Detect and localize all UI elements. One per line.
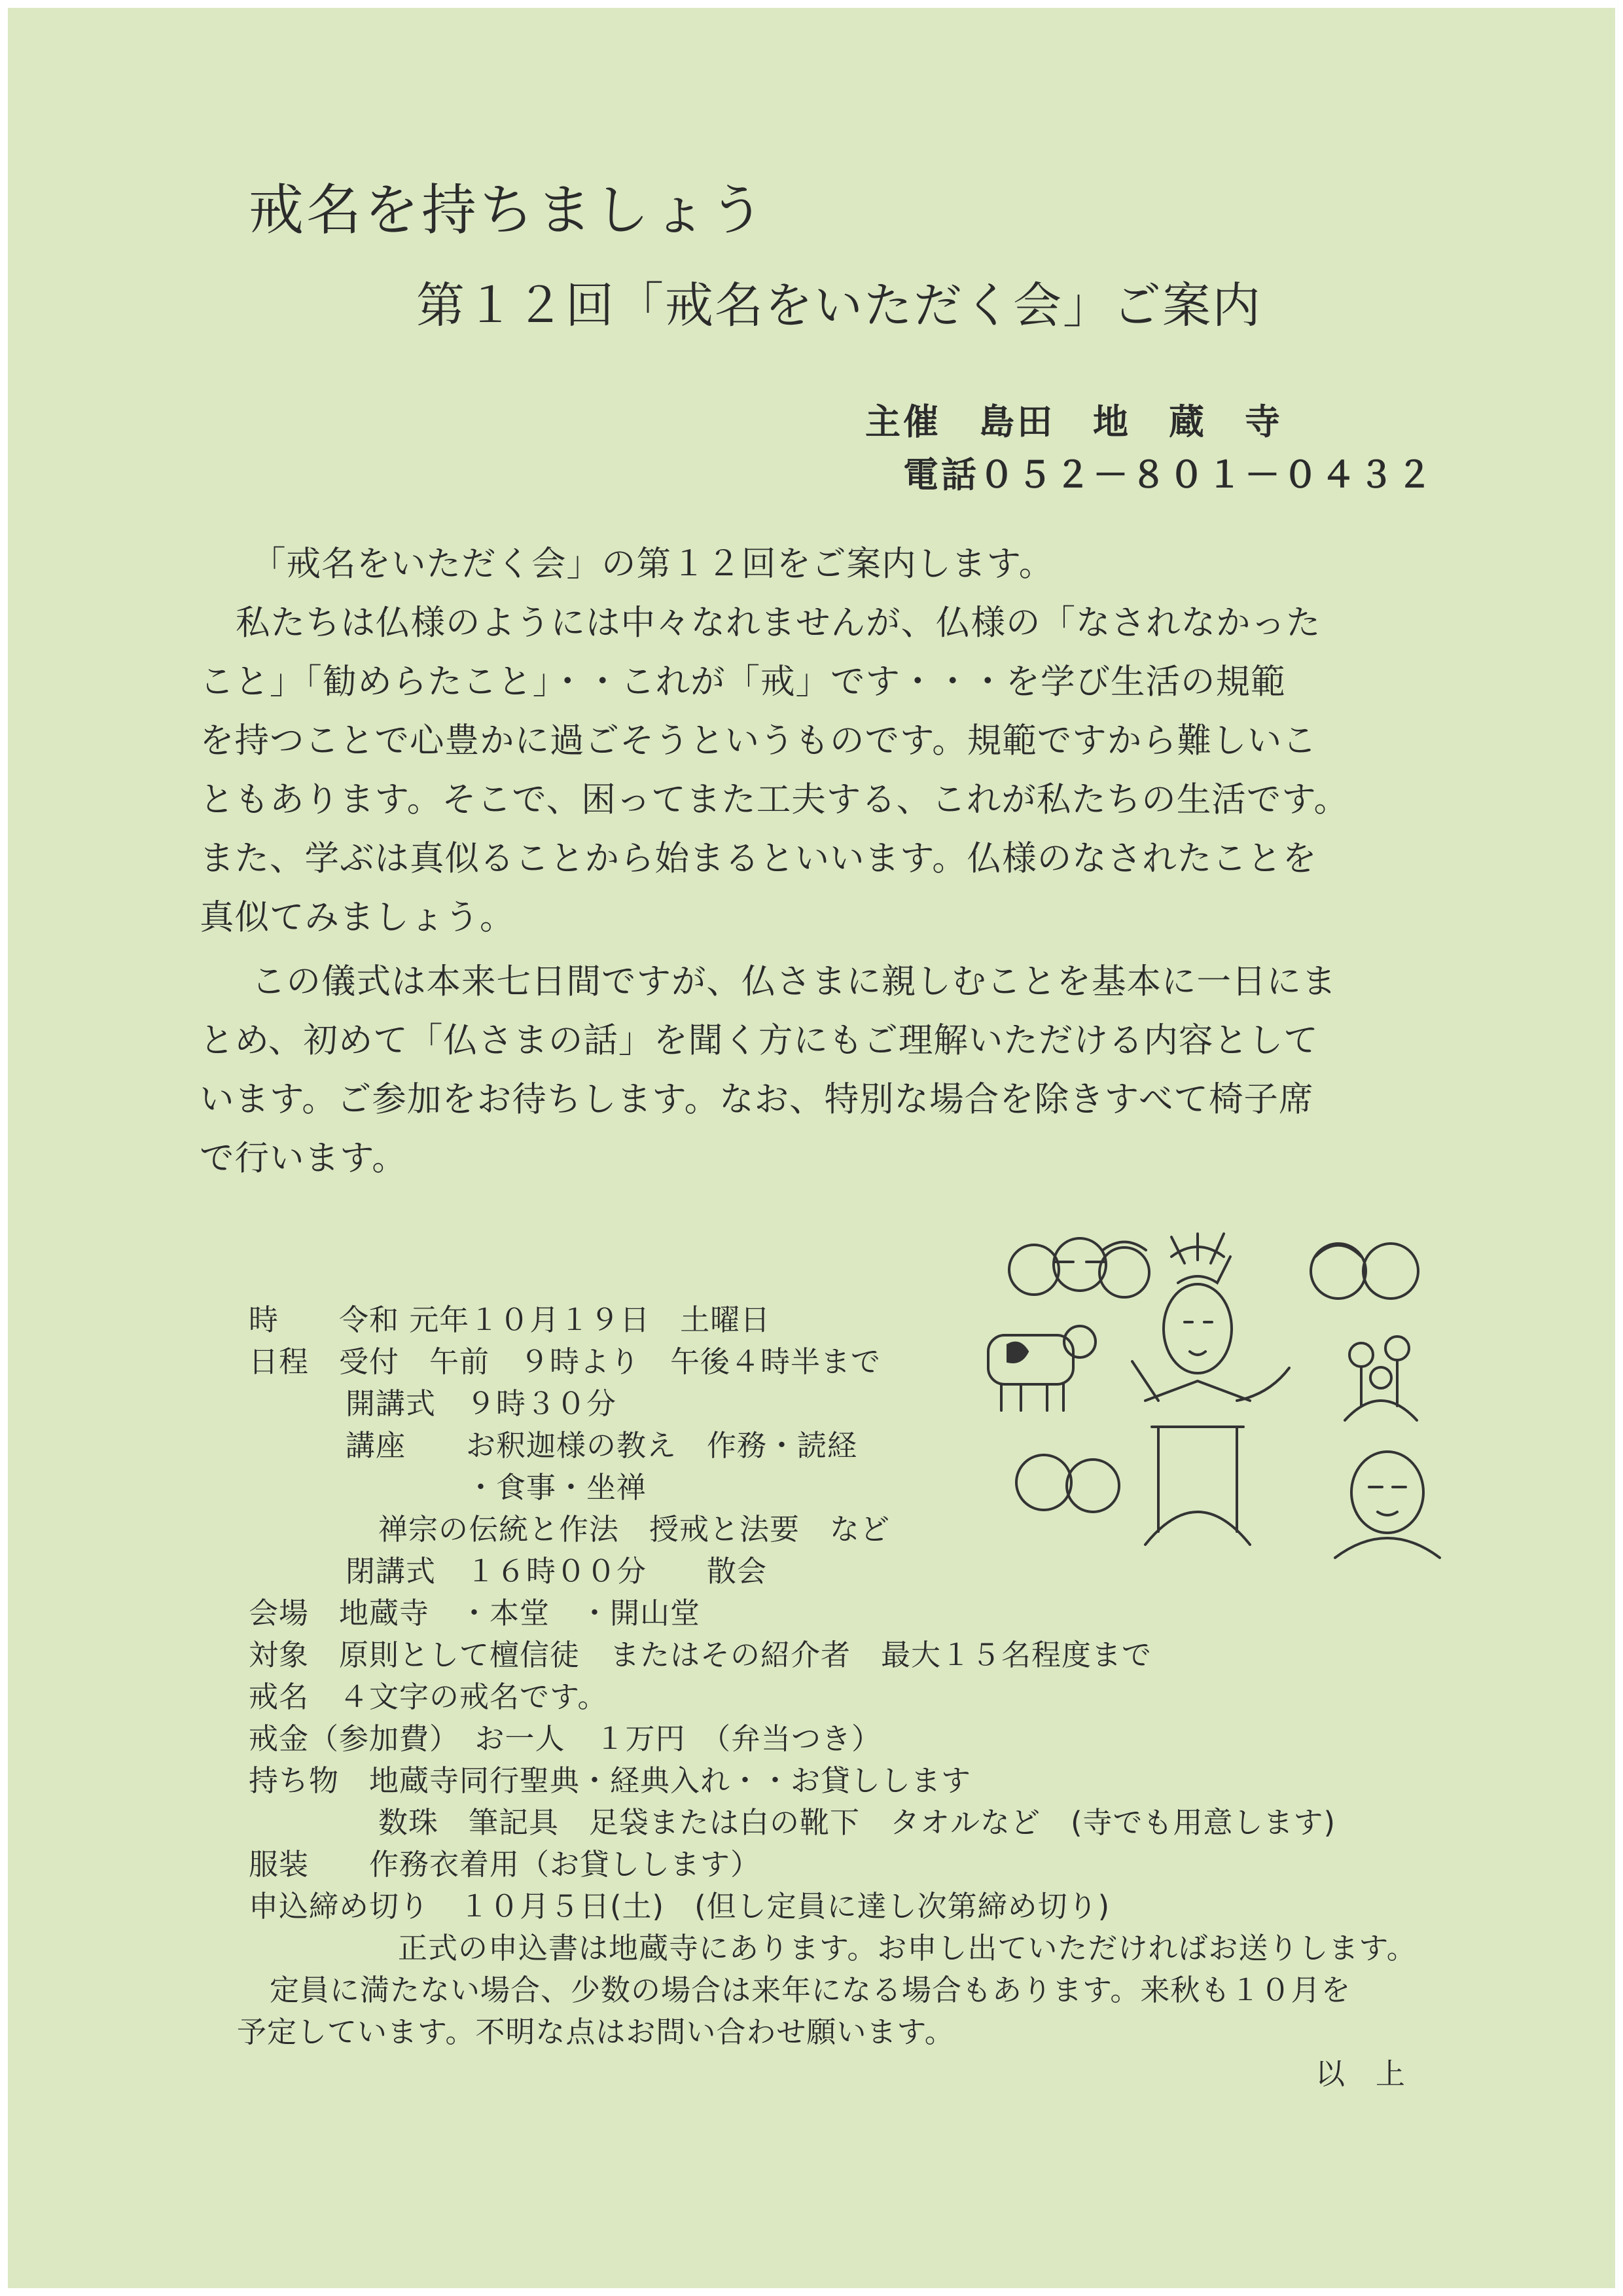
- girl-face-icon: [1016, 1455, 1071, 1510]
- detail-target: 対象 原則として檀信徒 またはその紹介者 最大１５名程度まで: [249, 1638, 1152, 1672]
- detail-lecture: 講座 お釈迦様の教え 作務・読経: [346, 1428, 858, 1463]
- detail-belongings: 持ち物 地蔵寺同行聖典・経典入れ・・お貸しします: [249, 1763, 972, 1798]
- body-line: ともあります。そこで、困ってまた工夫する、これが私たちの生活です。: [200, 780, 1349, 819]
- organizer-phone: 電話０５２－８０１－０４３２: [903, 454, 1435, 495]
- body-line: この儀式は本来七日間ですが、仏さまに親しむことを基本に一日にま: [251, 961, 1337, 1001]
- detail-belongings-cont: 数珠 筆記具 足袋または白の靴下 タオルなど (寺でも用意します): [378, 1805, 1336, 1840]
- detail-venue: 会場 地蔵寺 ・本堂 ・開山堂: [249, 1596, 701, 1630]
- body-line: で行います。: [200, 1138, 407, 1178]
- detail-tradition: 禅宗の伝統と作法 授戒と法要 など: [378, 1512, 891, 1547]
- detail-lecture-cont: ・食事・坐禅: [466, 1470, 647, 1505]
- note-capacity: 定員に満たない場合、少数の場合は来年になる場合もあります。来秋も１０月を: [270, 1973, 1351, 2007]
- page-subtitle: 第１２回「戒名をいただく会」ご案内: [416, 278, 1262, 334]
- boy-cap-face-icon: [1099, 1247, 1149, 1297]
- child-face-icon: [1009, 1245, 1059, 1295]
- closing-mark: 以 上: [1315, 2056, 1406, 2091]
- monk-figure-icon: [1335, 1452, 1440, 1558]
- body-line: こと」「勧めらたこと」・・これが「戒」です・・・を学び生活の規範: [200, 662, 1286, 702]
- body-line: 「戒名をいただく会」の第１２回をご案内します。: [251, 544, 1054, 584]
- body-line: とめ、初めて「仏さまの話」を聞く方にもご理解いただける内容として: [200, 1020, 1319, 1060]
- flower-icon: [1345, 1336, 1417, 1420]
- body-line: 真似てみましょう。: [200, 897, 515, 937]
- illustration-people-icon: [982, 1230, 1492, 1571]
- detail-kaimyo: 戒名 ４文字の戒名です。: [249, 1679, 608, 1714]
- detail-opening: 開講式 ９時３０分: [346, 1386, 617, 1421]
- note-application: 正式の申込書は地蔵寺にあります。お申し出ていただければお送りします。: [398, 1931, 1417, 1965]
- woman-figure-icon: [1132, 1234, 1289, 1545]
- body-line: 私たちは仏様のようには中々なれませんが、仏様の「なされなかった: [236, 603, 1321, 643]
- page-title: 戒名を持ちましょう: [249, 178, 768, 242]
- detail-attire: 服装 作務衣着用（お貸しします）: [249, 1847, 761, 1882]
- man-glasses-face-icon: [1054, 1238, 1106, 1291]
- detail-fee: 戒金（参加費） お一人 １万円 （弁当つき）: [249, 1721, 882, 1756]
- detail-date: 時 令和 元年１０月１９日 土曜日: [249, 1302, 771, 1337]
- boy-face-icon: [1067, 1460, 1119, 1512]
- body-line: を持つことで心豊かに過ごそうというものです。規範ですから難しいこ: [200, 721, 1317, 761]
- man-face-icon: [1363, 1244, 1418, 1299]
- detail-deadline: 申込締め切り １０月５日(土) (但し定員に達し次第締め切り): [249, 1889, 1111, 1924]
- body-line: います。ご参加をお待ちします。なお、特別な場合を除きすべて椅子席: [200, 1079, 1314, 1119]
- detail-schedule: 日程 受付 午前 ９時より 午後４時半まで: [249, 1344, 882, 1379]
- organizer-name: 主催 島田 地 蔵 寺: [865, 401, 1283, 442]
- body-line: また、学ぶは真似ることから始まるといいます。仏様のなされたことを: [200, 838, 1317, 878]
- cow-icon: [988, 1326, 1096, 1410]
- note-inquiry: 予定しています。不明な点はお問い合わせ願います。: [237, 2015, 955, 2049]
- detail-closing: 閉講式 １６時００分 散会: [346, 1554, 768, 1588]
